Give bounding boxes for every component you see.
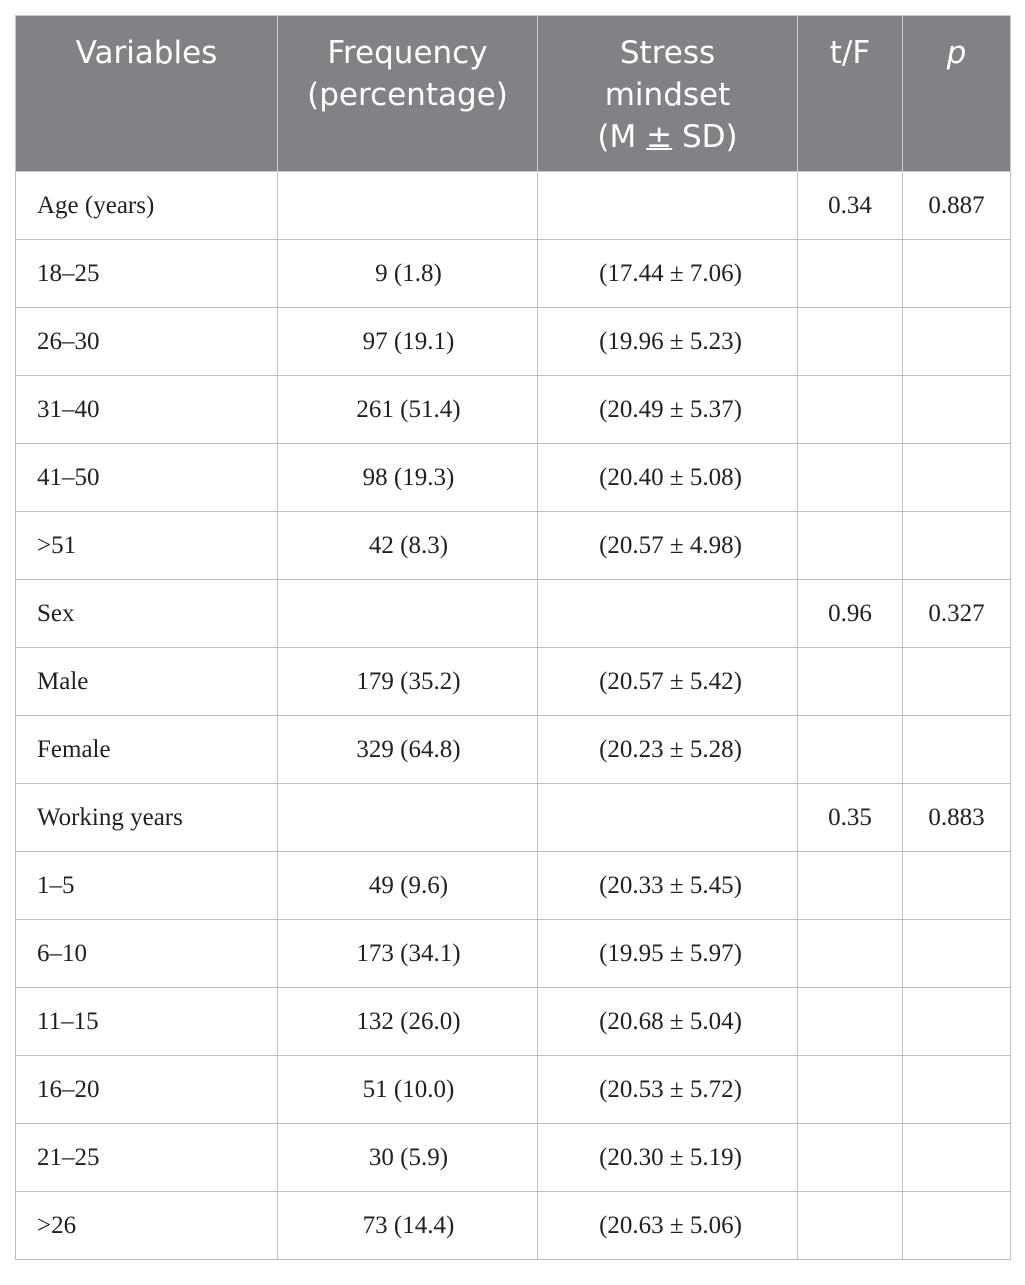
stress-mindset-cell: (20.23 ± 5.28) — [538, 716, 798, 784]
p-value-cell — [903, 920, 1011, 988]
table-row — [16, 1192, 1011, 1260]
frequency-cell: 173 (34.1) — [278, 920, 538, 988]
variable-cell: 6–10 — [16, 920, 278, 988]
t-f-cell — [798, 716, 903, 784]
p-value-cell — [903, 988, 1011, 1056]
header-frequency — [278, 16, 538, 172]
header-frequency-line1: Frequency — [327, 35, 488, 71]
t-f-cell — [798, 240, 903, 308]
header-stress-line2: mindset — [604, 77, 731, 113]
frequency-cell: 261 (51.4) — [278, 376, 538, 444]
p-value-cell: 0.327 — [903, 580, 1011, 648]
p-value-cell — [903, 1124, 1011, 1192]
t-f-cell — [798, 512, 903, 580]
variable-cell: Working years — [16, 784, 278, 852]
header-variables-label: Variables — [75, 35, 218, 71]
t-f-cell — [798, 920, 903, 988]
stress-mindset-cell: (20.53 ± 5.72) — [538, 1056, 798, 1124]
t-f-cell — [798, 444, 903, 512]
t-f-cell — [798, 648, 903, 716]
t-f-cell: 0.96 — [798, 580, 903, 648]
frequency-cell: 49 (9.6) — [278, 852, 538, 920]
header-row — [16, 16, 1011, 172]
frequency-cell: 9 (1.8) — [278, 240, 538, 308]
t-f-cell — [798, 1124, 903, 1192]
table-row — [16, 988, 1011, 1056]
frequency-cell: 329 (64.8) — [278, 716, 538, 784]
frequency-cell — [278, 784, 538, 852]
t-f-cell — [798, 852, 903, 920]
t-f-cell — [798, 376, 903, 444]
p-value-cell — [903, 240, 1011, 308]
stress-mindset-cell: (20.30 ± 5.19) — [538, 1124, 798, 1192]
frequency-cell: 42 (8.3) — [278, 512, 538, 580]
table-row — [16, 172, 1011, 240]
variable-cell: Male — [16, 648, 278, 716]
table-row — [16, 580, 1011, 648]
variable-cell: Age (years) — [16, 172, 278, 240]
t-f-cell — [798, 1056, 903, 1124]
frequency-cell: 30 (5.9) — [278, 1124, 538, 1192]
variable-cell: 1–5 — [16, 852, 278, 920]
header-stress-line1: Stress — [619, 35, 716, 71]
stress-mindset-cell: (20.68 ± 5.04) — [538, 988, 798, 1056]
header-stress-plus-minus: ± — [646, 119, 673, 155]
table-row — [16, 376, 1011, 444]
variable-cell: Female — [16, 716, 278, 784]
demographics-stress-mindset-table — [15, 15, 1011, 1260]
p-value-cell — [903, 1056, 1011, 1124]
header-t-f-label: t/F — [829, 35, 871, 71]
table-row — [16, 512, 1011, 580]
stress-mindset-cell: (20.49 ± 5.37) — [538, 376, 798, 444]
header-p-label: p — [946, 35, 967, 71]
table-row — [16, 240, 1011, 308]
table-row — [16, 716, 1011, 784]
stress-mindset-cell: (19.96 ± 5.23) — [538, 308, 798, 376]
t-f-cell: 0.35 — [798, 784, 903, 852]
variable-cell: >26 — [16, 1192, 278, 1260]
stress-mindset-cell: (20.57 ± 5.42) — [538, 648, 798, 716]
frequency-cell: 51 (10.0) — [278, 1056, 538, 1124]
stress-mindset-cell — [538, 580, 798, 648]
header-frequency-line2: (percentage) — [307, 77, 508, 113]
p-value-cell — [903, 444, 1011, 512]
stress-mindset-cell: (20.40 ± 5.08) — [538, 444, 798, 512]
table-row — [16, 308, 1011, 376]
table-row — [16, 852, 1011, 920]
header-stress-line3-pre: (M — [597, 119, 647, 155]
p-value-cell: 0.887 — [903, 172, 1011, 240]
t-f-cell — [798, 308, 903, 376]
table-row — [16, 444, 1011, 512]
frequency-cell: 73 (14.4) — [278, 1192, 538, 1260]
header-t-f — [798, 16, 903, 172]
p-value-cell — [903, 308, 1011, 376]
header-stress-line3-post: SD) — [672, 119, 738, 155]
table-row — [16, 1056, 1011, 1124]
variable-cell: Sex — [16, 580, 278, 648]
frequency-cell: 132 (26.0) — [278, 988, 538, 1056]
p-value-cell — [903, 1192, 1011, 1260]
variable-cell: >51 — [16, 512, 278, 580]
table-row — [16, 784, 1011, 852]
frequency-cell: 98 (19.3) — [278, 444, 538, 512]
variable-cell: 18–25 — [16, 240, 278, 308]
stress-mindset-cell: (20.57 ± 4.98) — [538, 512, 798, 580]
frequency-cell: 179 (35.2) — [278, 648, 538, 716]
header-stress-line3 — [546, 116, 789, 158]
p-value-cell — [903, 716, 1011, 784]
stress-mindset-cell — [538, 784, 798, 852]
header-p — [903, 16, 1011, 172]
variable-cell: 26–30 — [16, 308, 278, 376]
frequency-cell — [278, 172, 538, 240]
table-row — [16, 648, 1011, 716]
table-row — [16, 1124, 1011, 1192]
variable-cell: 31–40 — [16, 376, 278, 444]
stress-mindset-cell — [538, 172, 798, 240]
variable-cell: 16–20 — [16, 1056, 278, 1124]
stress-mindset-cell: (20.63 ± 5.06) — [538, 1192, 798, 1260]
p-value-cell — [903, 376, 1011, 444]
header-stress-mindset — [538, 16, 798, 172]
p-value-cell — [903, 512, 1011, 580]
variable-cell: 21–25 — [16, 1124, 278, 1192]
frequency-cell: 97 (19.1) — [278, 308, 538, 376]
stress-mindset-cell: (17.44 ± 7.06) — [538, 240, 798, 308]
variable-cell: 41–50 — [16, 444, 278, 512]
p-value-cell — [903, 852, 1011, 920]
frequency-cell — [278, 580, 538, 648]
p-value-cell: 0.883 — [903, 784, 1011, 852]
t-f-cell — [798, 988, 903, 1056]
stress-mindset-cell: (20.33 ± 5.45) — [538, 852, 798, 920]
stress-mindset-cell: (19.95 ± 5.97) — [538, 920, 798, 988]
table-header — [16, 16, 1011, 172]
p-value-cell — [903, 648, 1011, 716]
table-row — [16, 920, 1011, 988]
table-body — [16, 172, 1011, 1260]
variable-cell: 11–15 — [16, 988, 278, 1056]
t-f-cell — [798, 1192, 903, 1260]
header-variables — [16, 16, 278, 172]
t-f-cell: 0.34 — [798, 172, 903, 240]
